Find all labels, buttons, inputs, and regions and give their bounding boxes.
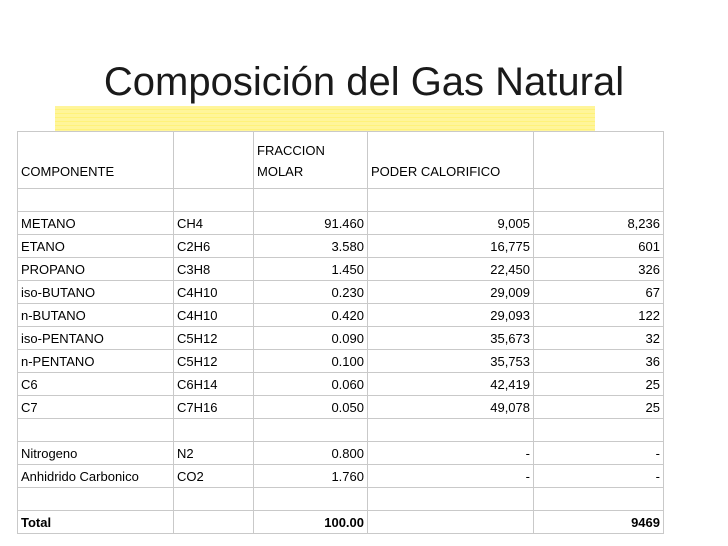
cell-producto: - [534,442,664,465]
cell-fraccion: 1.450 [254,258,368,281]
cell-fraccion: 0.060 [254,373,368,396]
total-row [18,511,664,534]
header-fraccion-line2: MOLAR [257,164,304,179]
cell-producto: 32 [534,327,664,350]
total-poder [368,511,534,534]
blank-cell [534,488,664,511]
cell-fraccion: 91.460 [254,212,368,235]
cell-formula: C5H12 [174,350,254,373]
total-fraccion: 100.00 [254,511,368,534]
table-row [18,396,664,419]
cell-poder: 35,673 [368,327,534,350]
blank-row [18,419,664,442]
cell-poder: - [368,465,534,488]
blank-row [18,189,664,212]
blank-cell [174,189,254,212]
table-row [18,442,664,465]
blank-cell [368,419,534,442]
cell-producto: 326 [534,258,664,281]
cell-formula: CH4 [174,212,254,235]
blank-cell [254,189,368,212]
cell-componente: PROPANO [18,258,174,281]
slide-title: Composición del Gas Natural [103,60,625,104]
blank-cell [534,419,664,442]
table-row [18,373,664,396]
header-producto [534,132,664,189]
cell-formula: N2 [174,442,254,465]
cell-producto: 601 [534,235,664,258]
cell-poder: 16,775 [368,235,534,258]
cell-poder: 22,450 [368,258,534,281]
cell-componente: ETANO [18,235,174,258]
cell-poder: - [368,442,534,465]
header-componente: COMPONENTE [18,132,174,189]
blank-cell [368,189,534,212]
blank-cell [254,419,368,442]
cell-formula: C4H10 [174,304,254,327]
header-row [18,132,664,189]
total-label: Total [18,511,174,534]
blank-cell [174,419,254,442]
cell-fraccion: 0.420 [254,304,368,327]
cell-componente: METANO [18,212,174,235]
table-row [18,327,664,350]
cell-componente: iso-BUTANO [18,281,174,304]
cell-producto: - [534,465,664,488]
cell-poder: 49,078 [368,396,534,419]
blank-cell [534,189,664,212]
table-row [18,235,664,258]
cell-componente: n-BUTANO [18,304,174,327]
table-row [18,258,664,281]
cell-producto: 8,236 [534,212,664,235]
cell-fraccion: 0.800 [254,442,368,465]
cell-poder: 29,093 [368,304,534,327]
cell-poder: 29,009 [368,281,534,304]
cell-fraccion: 1.760 [254,465,368,488]
cell-formula: C7H16 [174,396,254,419]
header-fraccion-line1: FRACCION [257,143,325,158]
cell-producto: 122 [534,304,664,327]
cell-componente: Anhidrido Carbonico [18,465,174,488]
cell-fraccion: 0.090 [254,327,368,350]
cell-producto: 67 [534,281,664,304]
cell-componente: C6 [18,373,174,396]
table-row [18,281,664,304]
cell-componente: n-PENTANO [18,350,174,373]
total-producto: 9469 [534,511,664,534]
header-formula [174,132,254,189]
gas-composition-table [17,131,664,534]
table-row [18,465,664,488]
cell-fraccion: 0.100 [254,350,368,373]
cell-formula: C3H8 [174,258,254,281]
blank-cell [174,488,254,511]
cell-formula: C2H6 [174,235,254,258]
blank-row [18,488,664,511]
cell-formula: C6H14 [174,373,254,396]
title-highlight-bar [55,106,595,132]
blank-cell [254,488,368,511]
cell-fraccion: 3.580 [254,235,368,258]
blank-cell [18,189,174,212]
blank-cell [18,419,174,442]
cell-poder: 9,005 [368,212,534,235]
blank-cell [368,488,534,511]
header-fraccion-molar [254,132,368,189]
total-formula [174,511,254,534]
header-poder-calorifico: PODER CALORIFICO [368,132,534,189]
cell-componente: iso-PENTANO [18,327,174,350]
table-row [18,304,664,327]
cell-formula: CO2 [174,465,254,488]
blank-cell [18,488,174,511]
cell-formula: C5H12 [174,327,254,350]
cell-producto: 36 [534,350,664,373]
table-row [18,350,664,373]
cell-poder: 35,753 [368,350,534,373]
cell-formula: C4H10 [174,281,254,304]
cell-componente: Nitrogeno [18,442,174,465]
cell-fraccion: 0.050 [254,396,368,419]
cell-poder: 42,419 [368,373,534,396]
table-row [18,212,664,235]
cell-producto: 25 [534,373,664,396]
cell-fraccion: 0.230 [254,281,368,304]
cell-producto: 25 [534,396,664,419]
cell-componente: C7 [18,396,174,419]
